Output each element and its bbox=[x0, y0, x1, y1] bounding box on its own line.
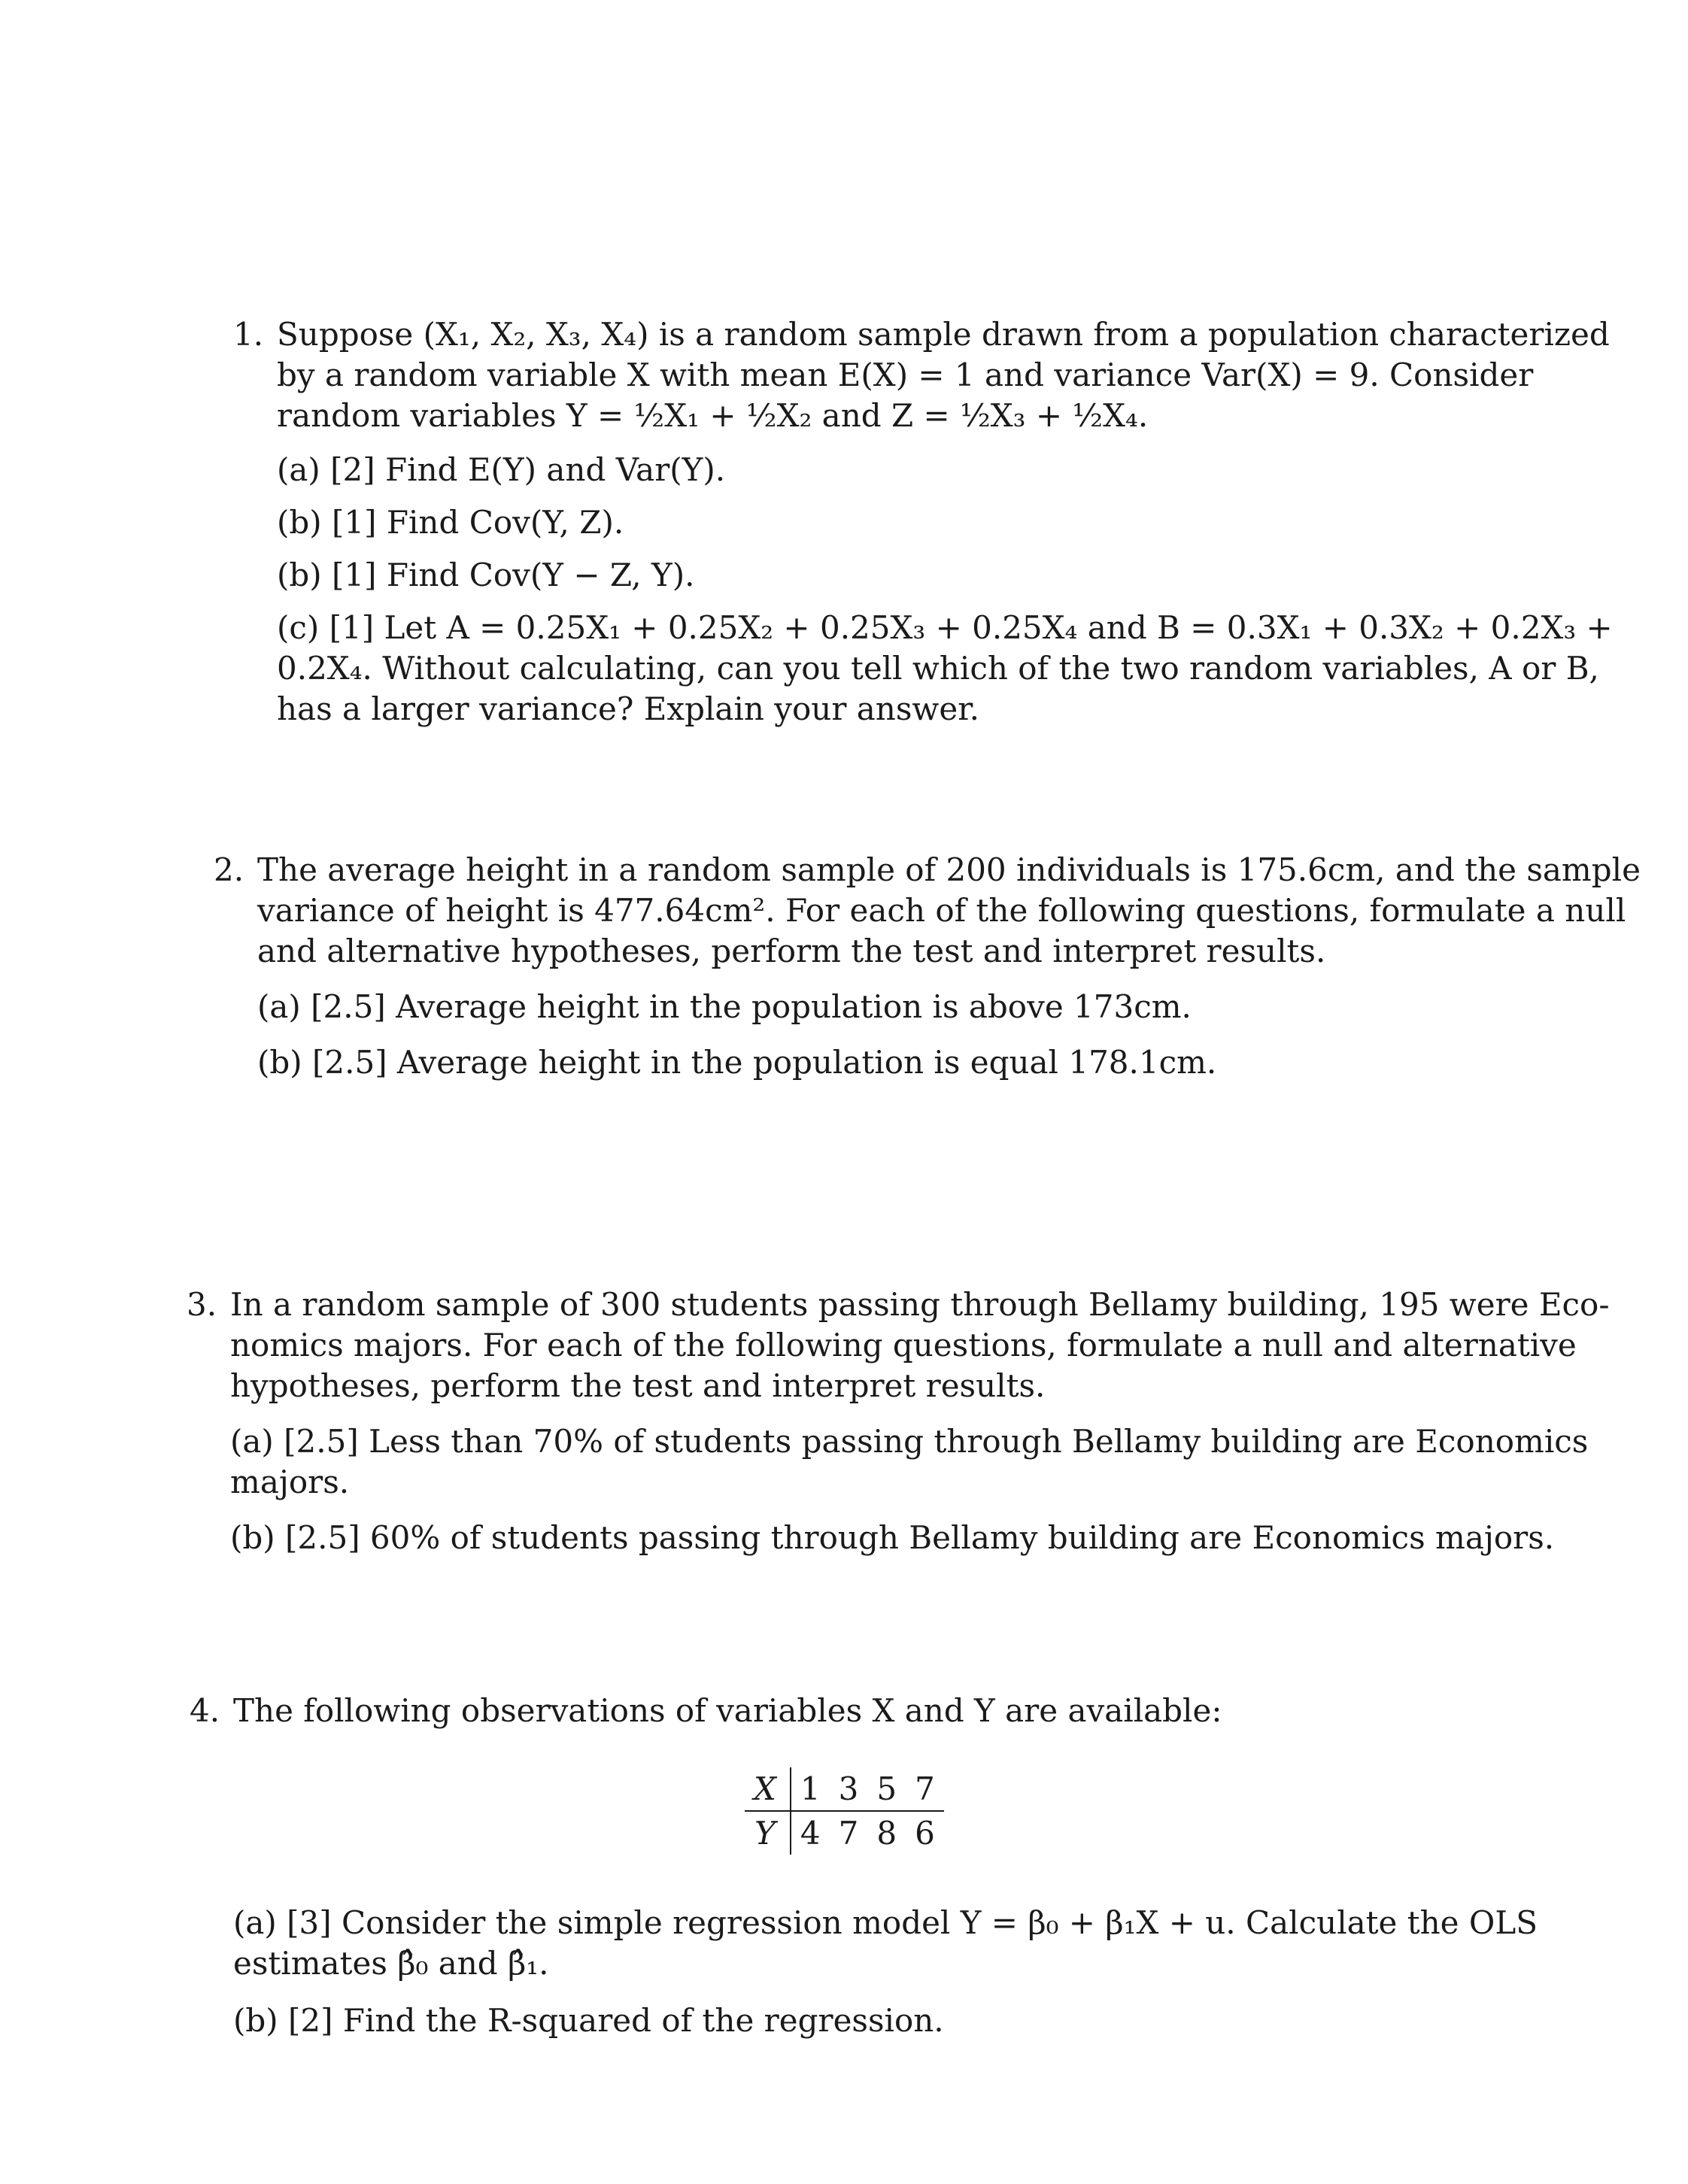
problem-1-line-1: Suppose (X₁, X₂, X₃, X₄) is a random sample drawn from a population characterized bbox=[277, 316, 1610, 353]
table-label-y: Y bbox=[745, 1811, 791, 1855]
problem-4-number: 4. bbox=[190, 1692, 220, 1729]
problem-1-number: 1. bbox=[233, 316, 264, 353]
table-label-x: X bbox=[745, 1767, 791, 1811]
problem-1-part-c-line-2: 0.2X₄. Without calculating, can you tell which of the two random variables, A or B, bbox=[277, 650, 1599, 687]
table-cell: 7 bbox=[906, 1767, 944, 1811]
problem-2-line-2: variance of height is 477.64cm². For each of the following questions, formulate a null bbox=[257, 892, 1626, 929]
problem-2-line-3: and alternative hypotheses, perform the test and interpret results. bbox=[257, 933, 1326, 969]
problem-1-part-b-second: (b) [1] Find Cov(Y − Z, Y). bbox=[277, 557, 695, 593]
problem-4-parts bbox=[233, 1903, 1538, 2041]
table-cell: 1 bbox=[791, 1767, 830, 1811]
problem-1 bbox=[233, 314, 1613, 730]
problem-2 bbox=[214, 850, 1641, 1083]
problem-1-part-a: (a) [2] Find E(Y) and Var(Y). bbox=[277, 451, 726, 488]
observations-table bbox=[745, 1767, 944, 1855]
problem-4-part-b: (b) [2] Find the R-squared of the regression. bbox=[233, 2002, 944, 2039]
problem-2-part-a: (a) [2.5] Average height in the population is above 173cm. bbox=[257, 988, 1192, 1025]
problem-3-line-1: In a random sample of 300 students passing through Bellamy building, 195 were Eco- bbox=[230, 1286, 1610, 1323]
problem-4-part-a-line-2: estimates β̂₀ and β̂₁. bbox=[233, 1945, 549, 1982]
problem-3-line-3: hypotheses, perform the test and interpret results. bbox=[230, 1367, 1046, 1404]
problem-4 bbox=[190, 1691, 1513, 1731]
table-cell: 5 bbox=[867, 1767, 906, 1811]
table-cell: 8 bbox=[876, 1815, 897, 1852]
problem-2-number: 2. bbox=[214, 851, 244, 888]
problem-3 bbox=[187, 1285, 1610, 1558]
problem-4-intro: The following observations of variables X and Y are available: bbox=[233, 1692, 1222, 1729]
problem-2-part-b: (b) [2.5] Average height in the population is equal 178.1cm. bbox=[257, 1044, 1217, 1081]
problem-3-line-2: nomics majors. For each of the following questions, formulate a null and alternative bbox=[230, 1327, 1577, 1363]
problem-3-part-b: (b) [2.5] 60% of students passing through Bellamy building are Economics majors. bbox=[230, 1519, 1555, 1556]
problem-2-line-1: The average height in a random sample of 200 individuals is 175.6cm, and the sample bbox=[257, 851, 1641, 888]
problem-3-part-a-line-2: majors. bbox=[230, 1464, 350, 1500]
table-cell: 6 bbox=[915, 1815, 935, 1852]
table-cell: 7 bbox=[838, 1815, 859, 1852]
problem-4-part-a-line-1: (a) [3] Consider the simple regression model Y = β₀ + β₁X + u. Calculate the OLS bbox=[233, 1904, 1538, 1941]
problem-1-line-3: random variables Y = ½X₁ + ½X₂ and Z = ½X₃ + ½X₄. bbox=[277, 397, 1149, 434]
problem-1-part-b: (b) [1] Find Cov(Y, Z). bbox=[277, 504, 624, 541]
problem-3-part-a-line-1: (a) [2.5] Less than 70% of students passing through Bellamy building are Economics bbox=[230, 1423, 1589, 1460]
table-row-x bbox=[745, 1767, 944, 1811]
problem-1-line-2: by a random variable X with mean E(X) = 1 and variance Var(X) = 9. Consider bbox=[277, 356, 1534, 393]
table-row-y bbox=[745, 1811, 944, 1855]
problem-3-number: 3. bbox=[187, 1286, 217, 1323]
table-cell: 3 bbox=[830, 1767, 868, 1811]
problem-1-part-c-line-3: has a larger variance? Explain your answer. bbox=[277, 690, 980, 727]
problem-1-part-c-line-1: (c) [1] Let A = 0.25X₁ + 0.25X₂ + 0.25X₃ + 0.25X₄ and B = 0.3X₁ + 0.3X₂ + 0.2X₃ + bbox=[277, 609, 1613, 646]
table-cell: 4 bbox=[800, 1815, 821, 1852]
